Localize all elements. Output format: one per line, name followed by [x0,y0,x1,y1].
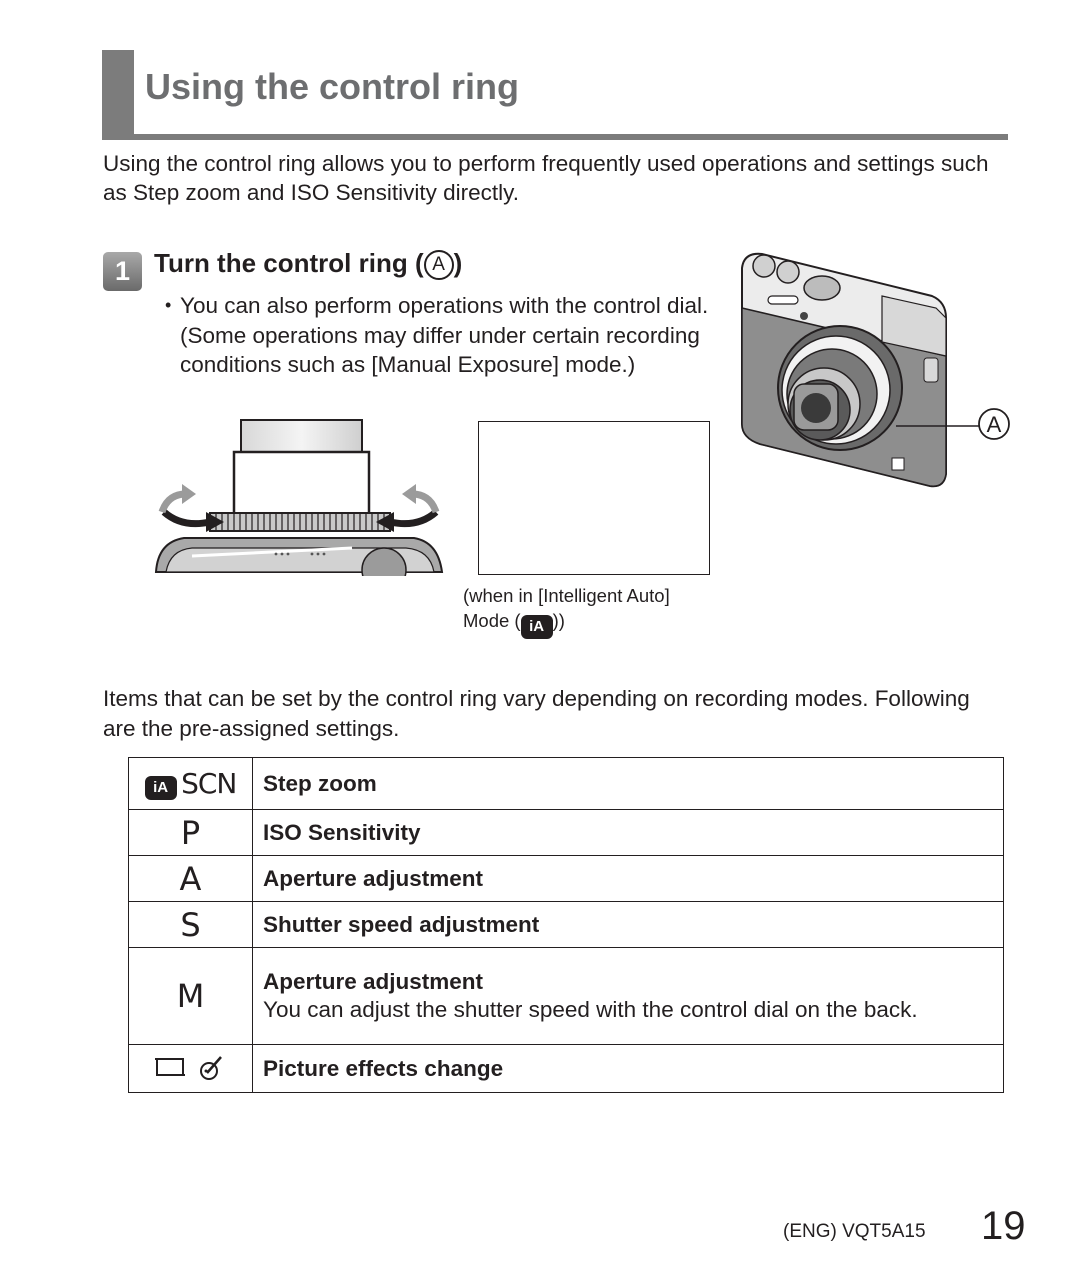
p-mode-label: P [180,813,201,852]
control-ring-illustration [152,416,444,576]
mode-cell-p [129,810,253,856]
mode-cell-creative [129,1045,253,1093]
bullet-dot: • [165,295,172,315]
caption-mode-text: Mode ( [463,610,521,631]
m-mode-label: M [176,977,205,1015]
step-heading [154,248,462,280]
setting-picture-effects-change: Picture effects change [253,1045,1004,1093]
lcd-caption [463,583,723,639]
mode-cell-s [129,902,253,948]
setting-iso-sensitivity: ISO Sensitivity [253,810,1004,856]
a-mode-label: A [179,859,202,898]
table-row [129,810,1004,856]
creative-mode-icons [151,1051,231,1081]
table-row [129,948,1004,1045]
title-accent-bar [102,50,134,140]
step-bullet-note [165,291,720,380]
intro-paragraph: Using the control ring allows you to perform frequently used operations and settings such as Step zoom and ISO Sensitivity directly. [103,151,989,205]
setting-step-zoom: Step zoom [253,758,1004,810]
table-row [129,902,1004,948]
title-underline [102,134,1008,140]
table-row [129,856,1004,902]
circled-a-marker: A [424,250,454,280]
page-number: 19 [981,1204,1026,1248]
camera-illustration [732,248,1032,493]
creative-frame-icon [155,1059,185,1075]
caption-line-1: (when in [Intelligent Auto] [463,585,670,606]
step-number-badge: 1 [103,252,142,291]
intelligent-auto-icon: iA [521,615,553,639]
control-ring-settings-table [128,757,1004,1093]
table-row [129,758,1004,810]
callout-a-label: A [986,412,1002,437]
setting-manual-note: You can adjust the shutter speed with the control dial on the back. [263,996,918,1022]
mode-cell-a [129,856,253,902]
scn-mode-label: SCN [181,767,237,800]
caption-close-text: )) [552,610,565,631]
title-block [102,50,1008,140]
document-code: (ENG) VQT5A15 [783,1221,926,1242]
table-row [129,1045,1004,1093]
intelligent-auto-icon: iA [145,776,177,800]
setting-aperture-adjustment: Aperture adjustment [253,856,1004,902]
creative-brush-icon [201,1057,221,1079]
step-heading-close: ) [453,248,463,278]
mode-cell-ia-scn [129,758,253,810]
step-heading-text: Turn the control ring ( [154,248,424,278]
items-intro-paragraph: Items that can be set by the control ring vary depending on recording modes. Following are the pre-assigned settings. [103,686,970,741]
mode-cell-m [129,948,253,1045]
setting-shutter-speed-adjustment: Shutter speed adjustment [253,902,1004,948]
caption-line-2 [463,608,723,639]
setting-manual-mode [253,948,1004,1045]
lcd-screen-placeholder [478,421,710,575]
bullet-text: You can also perform operations with the control dial. (Some operations may differ under certain recording conditions such as [Manual Exposure] mode.) [180,293,709,377]
s-mode-label: S [180,905,201,944]
page-title: Using the control ring [145,66,519,107]
setting-aperture-adjustment-m: Aperture adjustment [263,968,484,994]
